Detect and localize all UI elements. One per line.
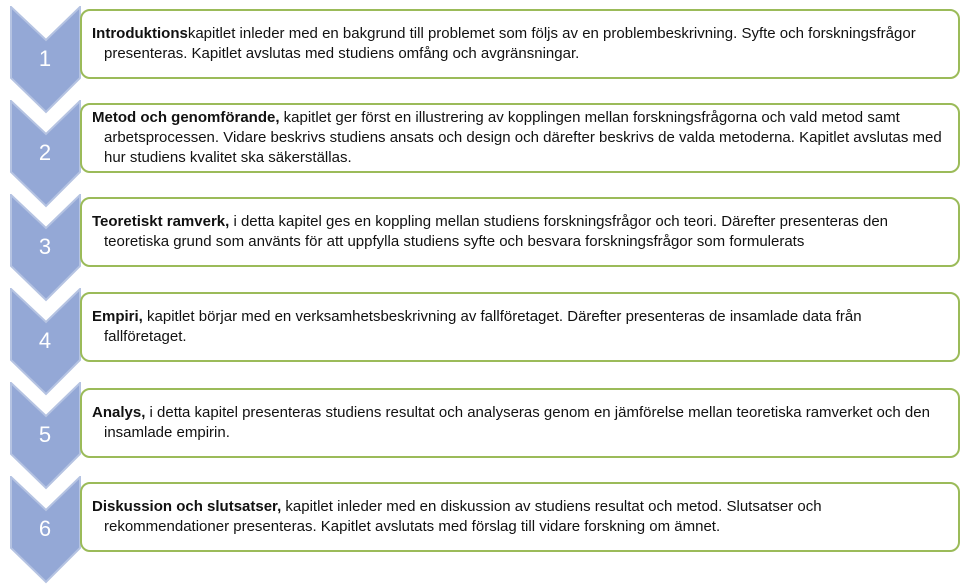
step-description-box <box>80 292 960 362</box>
step-description <box>92 403 944 443</box>
step-title: Diskussion och slutsatser, <box>92 498 282 515</box>
step-title: Empiri, <box>92 308 143 325</box>
step-description <box>92 497 944 537</box>
step-text: i detta kapitel ges en koppling mellan studiens forskningsfrågor och teori. Därefter presenteras den teoretiska grund som använts för att uppfylla studiens syfte och besvara forskningsfrågor som formulerats <box>104 213 889 250</box>
step-text: kapitlet inleder med en bakgrund till problemet som följs av en problembeskrivning. Syfte och forskningsfrågor presenteras. Kapitlet avslutas med studiens omfång och avgränsningar. <box>104 25 916 62</box>
step-text: i detta kapitel presenteras studiens resultat och analyseras genom en jämförelse mellan teoretiska ramverket och den insamlade empirin. <box>104 404 930 441</box>
process-step-4 <box>0 288 970 368</box>
step-number: 4 <box>38 328 52 353</box>
step-description-box <box>80 388 960 458</box>
step-description-box <box>80 197 960 267</box>
process-step-3 <box>0 194 970 274</box>
step-description-box <box>80 9 960 79</box>
step-text: kapitlet ger först en illustrering av kopplingen mellan forskningsfrågorna och vald metod samt arbetsprocessen. Vidare beskrivs studiens ansats och design och därefter beskrivs de valda metoderna. Kapitlet avslutas med hur studiens kvalitet ska säkerställas. <box>104 109 942 166</box>
step-description <box>92 108 944 168</box>
step-number: 1 <box>38 46 52 71</box>
step-number: 3 <box>38 234 52 259</box>
step-description <box>92 212 944 252</box>
process-step-6 <box>0 476 970 556</box>
step-number: 2 <box>38 140 52 165</box>
step-description <box>92 307 944 347</box>
step-number: 5 <box>38 422 52 447</box>
step-description-box <box>80 103 960 173</box>
step-text: kapitlet börjar med en verksamhetsbeskrivning av fallföretaget. Därefter presenteras de insamlade data från fallföretaget. <box>104 308 862 345</box>
step-description-box <box>80 482 960 552</box>
step-title: Metod och genomförande, <box>92 109 280 126</box>
step-title: Introduktions <box>92 25 188 42</box>
step-description <box>92 24 944 64</box>
process-step-1 <box>0 6 970 86</box>
step-number: 6 <box>38 516 52 541</box>
process-step-2 <box>0 100 970 180</box>
step-title: Analys, <box>92 404 146 421</box>
process-step-5 <box>0 382 970 462</box>
step-title: Teoretiskt ramverk, <box>92 213 230 230</box>
step-text: kapitlet inleder med en diskussion av studiens resultat och metod. Slutsatser och rekommendationer presenteras. Kapitlet avslutats med förslag till vidare forskning om ämnet. <box>104 498 822 535</box>
